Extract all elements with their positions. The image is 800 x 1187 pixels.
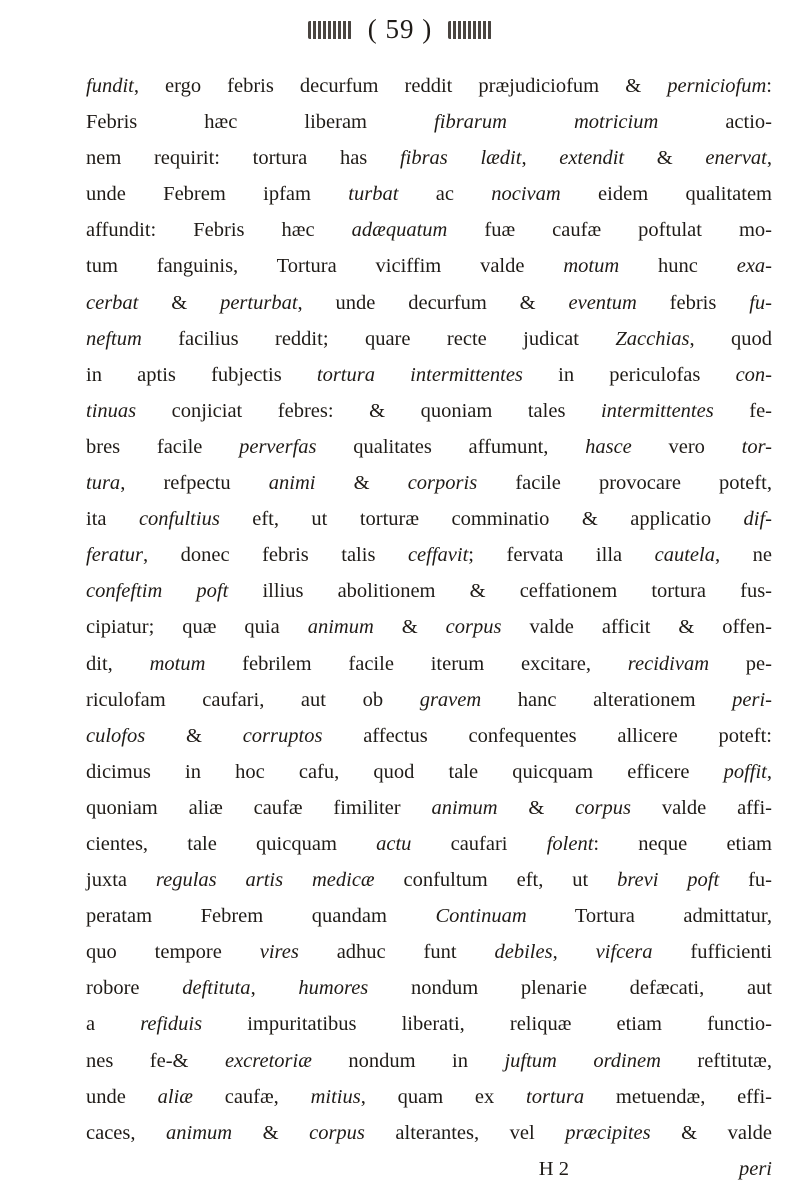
roman-text: & — [373, 616, 446, 639]
roman-text: alterantes, vel — [364, 1121, 566, 1144]
italic-text: animum — [431, 796, 498, 819]
roman-text: febris — [636, 291, 750, 314]
text-line — [86, 898, 772, 934]
text-line — [86, 1006, 772, 1042]
italic-text: aliæ — [157, 1085, 193, 1108]
roman-text: caces, — [86, 1121, 167, 1144]
roman-text: ita — [86, 508, 139, 531]
italic-text: ceffavit — [407, 544, 469, 567]
roman-text: valde affi- — [630, 796, 772, 819]
roman-text: fufficienti — [652, 941, 773, 964]
roman-text: actio- — [658, 111, 772, 134]
italic-text: tor- — [741, 435, 772, 458]
roman-text: & — [315, 472, 408, 495]
text-line — [86, 718, 772, 754]
text-line — [86, 537, 772, 573]
italic-text: adæquatum — [351, 219, 448, 242]
roman-text: tum fanguinis, Tortura viciffim valde — [86, 255, 564, 278]
roman-text: vero — [631, 435, 742, 458]
italic-text: nocivam — [491, 183, 561, 206]
italic-text: juftum ordinem — [504, 1049, 661, 1072]
text-line — [86, 862, 772, 898]
roman-text: qualitates affumunt, — [316, 435, 586, 458]
italic-text: animum — [166, 1121, 233, 1144]
roman-text: cientes, tale quicquam — [86, 832, 377, 855]
roman-text: Febris hæc liberam — [86, 111, 435, 134]
roman-text: : neque etiam — [593, 832, 772, 855]
italic-text: confultius — [138, 508, 220, 531]
roman-text: , — [250, 977, 299, 1000]
text-line — [86, 1079, 772, 1115]
italic-text: perverfas — [239, 435, 317, 458]
text-line — [86, 68, 772, 104]
italic-text: vires — [259, 941, 299, 964]
roman-text: quo tempore — [86, 941, 260, 964]
roman-text: ; fervata illa — [468, 544, 655, 567]
text-line — [86, 285, 772, 321]
italic-text: feratur — [86, 544, 143, 567]
italic-text: debiles — [494, 941, 553, 964]
roman-text: facile provocare poteft, — [477, 472, 772, 495]
roman-text: valde afficit & offen- — [501, 616, 772, 639]
italic-text: Zacchias — [615, 327, 690, 350]
italic-text: exa- — [736, 255, 772, 278]
italic-text: fibrarum motricium — [434, 111, 659, 134]
italic-text: præcipites — [565, 1121, 651, 1144]
text-line — [86, 104, 772, 140]
text-line — [86, 176, 772, 212]
italic-text: tura — [86, 472, 121, 495]
roman-text: fuæ caufæ poftulat mo- — [447, 219, 772, 242]
text-line — [86, 682, 772, 718]
roman-text: riculofam caufari, aut ob — [86, 688, 420, 711]
text-line — [86, 934, 772, 970]
roman-text: pe- — [709, 652, 772, 675]
roman-text: bres facile — [86, 435, 240, 458]
italic-text: perniciofum — [667, 75, 767, 97]
text-line — [86, 826, 772, 862]
italic-text: recidivam — [627, 652, 710, 675]
italic-text: fu- — [749, 291, 772, 314]
roman-text: quoniam aliæ caufæ fimiliter — [86, 796, 432, 819]
italic-text: corpus — [309, 1121, 365, 1144]
italic-text: gravem — [419, 688, 482, 711]
italic-text: corpus — [575, 796, 631, 819]
roman-text: caufæ, — [192, 1085, 311, 1108]
roman-text: & — [138, 291, 221, 314]
ornament-left-icon — [308, 21, 352, 39]
italic-text: excretoriæ — [224, 1049, 312, 1072]
roman-text: febrilem facile iterum excitare, — [205, 652, 628, 675]
italic-text: deftituta — [182, 977, 251, 1000]
roman-text: illius abolitionem & ceffationem tortura fus- — [228, 580, 772, 603]
italic-text: neftum — [86, 327, 142, 350]
italic-text: tortura — [526, 1085, 585, 1108]
roman-text: caufari — [411, 832, 547, 855]
italic-text: cautela — [654, 544, 715, 567]
italic-text: vifcera — [595, 941, 653, 964]
roman-text: affundit: Febris hæc — [86, 219, 352, 242]
text-line — [86, 501, 772, 537]
roman-text: unde Febrem ipfam — [86, 183, 349, 206]
italic-text: extendit — [559, 147, 625, 170]
italic-text: dif- — [743, 508, 772, 531]
italic-text: corruptos — [242, 724, 323, 747]
italic-text: mitius — [310, 1085, 361, 1108]
text-line — [86, 465, 772, 501]
italic-text: fundit — [86, 75, 134, 97]
roman-text: confultum eft, ut — [374, 869, 618, 892]
italic-text: peri- — [732, 688, 772, 711]
roman-text: nem requirit: tortura has — [86, 147, 400, 170]
roman-text: nondum in — [311, 1049, 505, 1072]
italic-text: refiduis — [140, 1013, 203, 1036]
italic-text: enervat — [705, 147, 767, 170]
roman-text: & — [497, 796, 576, 819]
roman-text: dit, — [86, 652, 150, 675]
roman-text: Tortura admittatur, — [526, 905, 772, 928]
italic-text: tortura intermittentes — [316, 363, 523, 386]
roman-text: fu- — [719, 869, 772, 892]
italic-text: perturbat — [220, 291, 298, 314]
italic-text: cerbat — [86, 291, 139, 314]
italic-text: con- — [735, 363, 772, 386]
page-header — [0, 12, 800, 45]
italic-text: culofos — [86, 724, 146, 747]
italic-text: humores — [298, 977, 369, 1000]
text-line — [86, 970, 772, 1006]
italic-text: fibras lædit — [399, 147, 522, 170]
roman-text: reftitutæ, — [660, 1049, 772, 1072]
italic-text: turbat — [348, 183, 399, 206]
roman-text: & valde — [650, 1121, 772, 1144]
roman-text: , — [552, 941, 596, 964]
roman-text: metuendæ, effi- — [584, 1085, 772, 1108]
italic-text: animum — [307, 616, 374, 639]
text-line — [86, 754, 772, 790]
roman-text: , donec febris talis — [142, 544, 408, 567]
italic-text: animi — [268, 472, 316, 495]
roman-text: facilius reddit; quare recte judicat — [141, 327, 616, 350]
roman-text: a — [86, 1013, 141, 1036]
roman-text: , ne — [714, 544, 772, 567]
roman-text: , refpectu — [120, 472, 269, 495]
ornament-right-icon — [448, 21, 492, 39]
italic-text: intermittentes — [600, 399, 714, 422]
roman-text: , ergo febris decurfum reddit præjudiciofum & — [133, 75, 668, 97]
roman-text: impuritatibus liberati, reliquæ etiam functio- — [202, 1013, 772, 1036]
text-line — [86, 248, 772, 284]
italic-text: motum — [149, 652, 206, 675]
roman-text: fe- — [713, 399, 772, 422]
signature-mark: H 2 — [538, 1157, 569, 1180]
italic-text: actu — [376, 832, 412, 855]
italic-text: folent — [546, 832, 594, 855]
roman-text: & — [145, 724, 243, 747]
roman-text: in aptis fubjectis — [86, 363, 317, 386]
roman-text: affectus confequentes allicere poteft: — [322, 724, 772, 747]
text-line — [86, 646, 772, 682]
text-line — [86, 393, 772, 429]
roman-text: , quam ex — [360, 1085, 527, 1108]
italic-text: tinuas — [86, 399, 137, 422]
text-line — [86, 429, 772, 465]
roman-text: nes fe-& — [86, 1049, 225, 1072]
text-line — [86, 1043, 772, 1079]
text-line — [86, 609, 772, 645]
text-line — [86, 357, 772, 393]
body-text — [86, 68, 772, 1187]
roman-text: , quod — [689, 327, 772, 350]
roman-text: cipiatur; quæ quia — [86, 616, 308, 639]
roman-text: : — [766, 75, 772, 97]
roman-text: dicimus in hoc cafu, quod tale quicquam efficere — [86, 760, 724, 783]
italic-text: hasce — [585, 435, 632, 458]
roman-text: hanc alterationem — [481, 688, 733, 711]
roman-text: unde — [86, 1085, 158, 1108]
text-line — [86, 573, 772, 609]
roman-text: , — [766, 760, 772, 783]
italic-text: Continuam — [435, 905, 527, 928]
roman-text: , unde decurfum & — [297, 291, 569, 314]
italic-text: brevi poft — [617, 869, 720, 892]
footer-line — [86, 1151, 772, 1187]
roman-text: eidem qualitatem — [560, 183, 772, 206]
italic-text: regulas artis medicæ — [155, 869, 375, 892]
roman-text: eft, ut torturæ comminatio & applicatio — [219, 508, 744, 531]
italic-text: motum — [563, 255, 620, 278]
roman-text: hunc — [619, 255, 737, 278]
roman-text: , — [521, 147, 560, 170]
page-number: ( 59 ) — [367, 14, 433, 45]
italic-text: corpus — [445, 616, 502, 639]
italic-text: eventum — [568, 291, 637, 314]
text-line — [86, 140, 772, 176]
text-line — [86, 1115, 772, 1151]
roman-text: peratam Febrem quandam — [86, 905, 436, 928]
roman-text: adhuc funt — [298, 941, 495, 964]
roman-text: ac — [398, 183, 492, 206]
roman-text: , — [766, 147, 772, 170]
text-line — [86, 321, 772, 357]
roman-text: conjiciat febres: & quoniam tales — [136, 399, 601, 422]
roman-text: juxta — [86, 869, 156, 892]
catchword: peri — [738, 1157, 772, 1180]
roman-text: & — [624, 147, 706, 170]
italic-text: confeftim poft — [86, 580, 229, 603]
italic-text: poffit — [723, 760, 767, 783]
roman-text: & — [232, 1121, 310, 1144]
text-line — [86, 212, 772, 248]
text-line — [86, 790, 772, 826]
roman-text: nondum plenarie defæcati, aut — [368, 977, 772, 1000]
roman-text: robore — [86, 977, 183, 1000]
italic-text: corporis — [407, 472, 478, 495]
roman-text: in periculofas — [522, 363, 736, 386]
